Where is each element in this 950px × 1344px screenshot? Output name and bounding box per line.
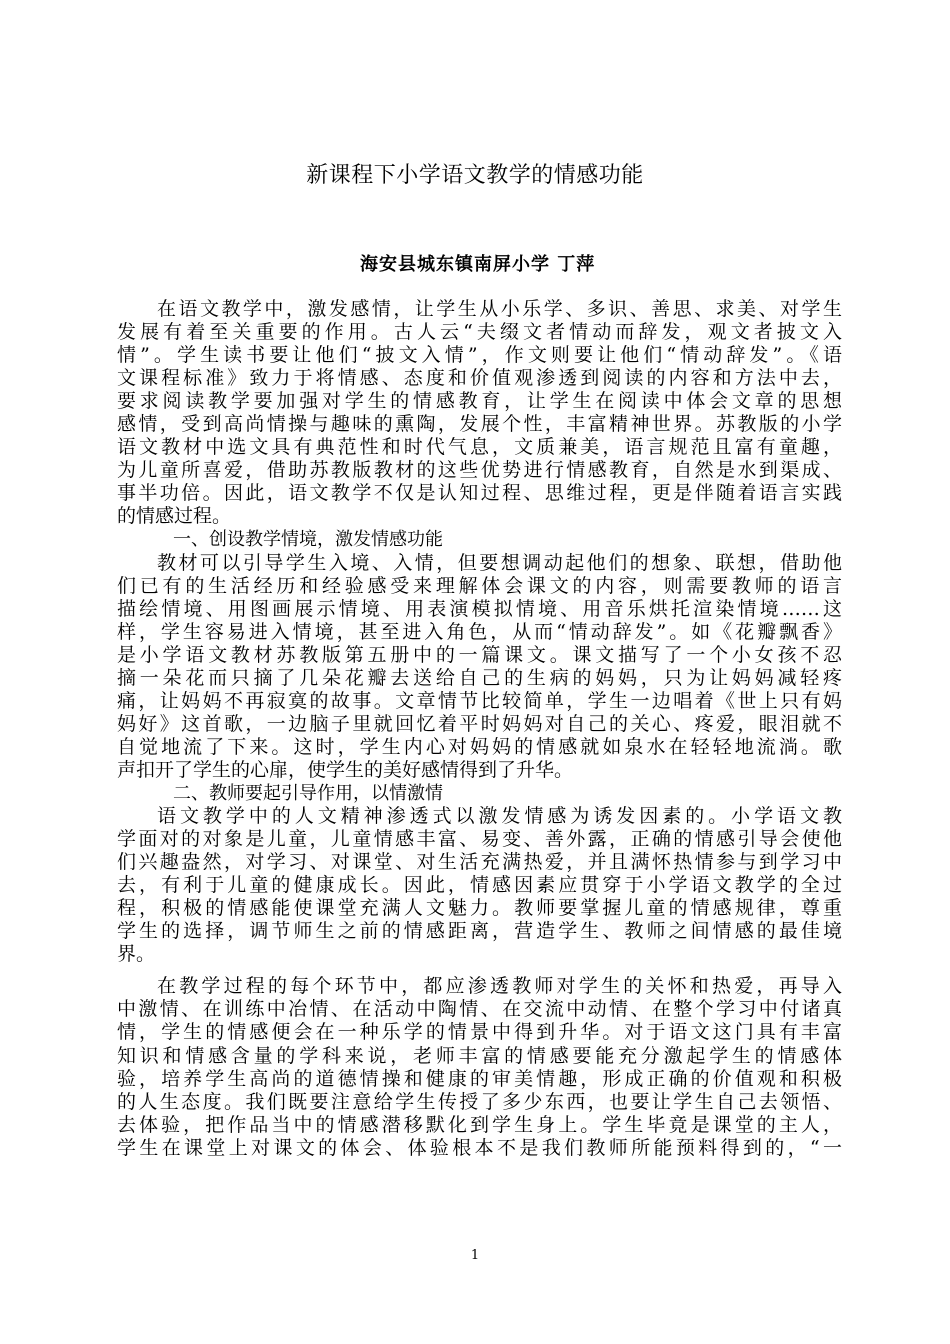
text-line: 知识和情感含量的学科来说，老师丰富的情感要能充分激起学生的情感体 [117, 1044, 842, 1067]
text-line: 文课程标准》致力于将情感、态度和价值观渗透到阅读的内容和方法中去， [117, 367, 842, 390]
text-line: 验，培养学生高尚的道德情操和健康的审美情趣，形成正确的价值观和积极 [117, 1067, 842, 1090]
text-line: 学生在课堂上对课文的体会、体验根本不是我们教师所能预料得到的，“一 [117, 1136, 842, 1159]
text-line: 在语文教学中，激发感情，让学生从小乐学、多识、善思、求美、对学生 [157, 298, 842, 320]
text-line: 样，学生容易进入情境，甚至进入角色，从而“情动辞发”。如《花瓣飘香》 [117, 620, 842, 643]
text-line: 感情，受到高尚情操与趣味的熏陶，发展个性，丰富精神世界。苏教版的小学 [117, 413, 842, 436]
document-author: 海安县城东镇南屏小学 丁萍 [360, 254, 596, 275]
text-line: 们已有的生活经历和经验感受来理解体会课文的内容，则需要教师的语言 [117, 574, 842, 597]
section-heading: 二、教师要起引导作用，以情激情 [173, 782, 443, 804]
text-line: 语文教材中选文具有典范性和时代气息，文质兼美，语言规范且富有童趣， [117, 436, 842, 459]
text-line: 自觉地流了下来。这时，学生内心对妈妈的情感就如泉水在轻轻地流淌。歌 [117, 735, 842, 758]
text-line: 是小学语文教材苏教版第五册中的一篇课文。课文描写了一个小女孩不忍 [117, 643, 842, 666]
text-line: 学面对的对象是儿童，儿童情感丰富、易变、善外露，正确的情感引导会使他 [117, 828, 842, 851]
text-line: 界。 [117, 943, 156, 966]
text-line: 去，有利于儿童的健康成长。因此，情感因素应贯穿于小学语文教学的全过 [117, 874, 842, 897]
text-line: 教材可以引导学生入境、入情，但要想调动起他们的想象、联想，借助他 [157, 551, 842, 574]
text-line: 们兴趣盎然，对学习、对课堂、对生活充满热爱，并且满怀热情参与到学习中 [117, 851, 842, 874]
text-line: 语文教学中的人文精神渗透式以激发情感为诱发因素的。小学语文教 [157, 805, 842, 828]
text-line: 程，积极的情感能使课堂充满人文魅力。教师要掌握儿童的情感规律，尊重 [117, 897, 842, 920]
text-line: 在教学过程的每个环节中，都应渗透教师对学生的关怀和热爱，再导入 [157, 975, 842, 998]
text-line: 为儿童所喜爱，借助苏教版教材的这些优势进行情感教育，自然是水到渠成、 [117, 459, 842, 482]
document-title: 新课程下小学语文教学的情感功能 [306, 163, 644, 188]
text-line: 痛，让妈妈不再寂寞的故事。文章情节比较简单，学生一边唱着《世上只有妈 [117, 689, 842, 712]
text-line: 去体验，把作品当中的情感潜移默化到学生身上。学生毕竟是课堂的主人， [117, 1113, 842, 1136]
text-line: 发展有着至关重要的作用。古人云“夫缀文者情动而辞发，观文者披文入 [117, 321, 842, 344]
page-number: 1 [470, 1248, 480, 1263]
text-line: 描绘情境、用图画展示情境、用表演模拟情境、用音乐烘托渲染情境……这 [117, 597, 842, 620]
text-line: 中激情、在训练中冶情、在活动中陶情、在交流中动情、在整个学习中付诸真 [117, 998, 842, 1021]
document-body [117, 298, 842, 1160]
text-line: 妈好》这首歌，一边脑子里就回忆着平时妈妈对自己的关心、疼爱，眼泪就不 [117, 712, 842, 735]
text-line: 声扣开了学生的心扉，使学生的美好感情得到了升华。 [117, 758, 574, 781]
text-line: 学生的选择，调节师生之前的情感距离，营造学生、教师之间情感的最佳境 [117, 920, 842, 943]
text-line: 要求阅读教学要加强对学生的情感教育，让学生在阅读中体会文章的思想 [117, 390, 842, 413]
text-line: 情”。学生读书要让他们“披文入情”，作文则要让他们“情动辞发”。《语 [117, 344, 842, 367]
text-line: 的人生态度。我们既要注意给学生传授了多少东西，也要让学生自己去领悟、 [117, 1090, 842, 1113]
text-line: 摘一朵花而只摘了几朵花瓣去送给自己的生病的妈妈，只为让妈妈减轻疼 [117, 666, 842, 689]
text-line: 情，学生的情感便会在一种乐学的情景中得到升华。对于语文这门具有丰富 [117, 1021, 842, 1044]
section-heading: 一、创设教学情境，激发情感功能 [173, 529, 443, 551]
text-line: 事半功倍。因此，语文教学不仅是认知过程、思维过程，更是伴随着语言实践 [117, 482, 842, 505]
text-line: 的情感过程。 [117, 505, 232, 528]
